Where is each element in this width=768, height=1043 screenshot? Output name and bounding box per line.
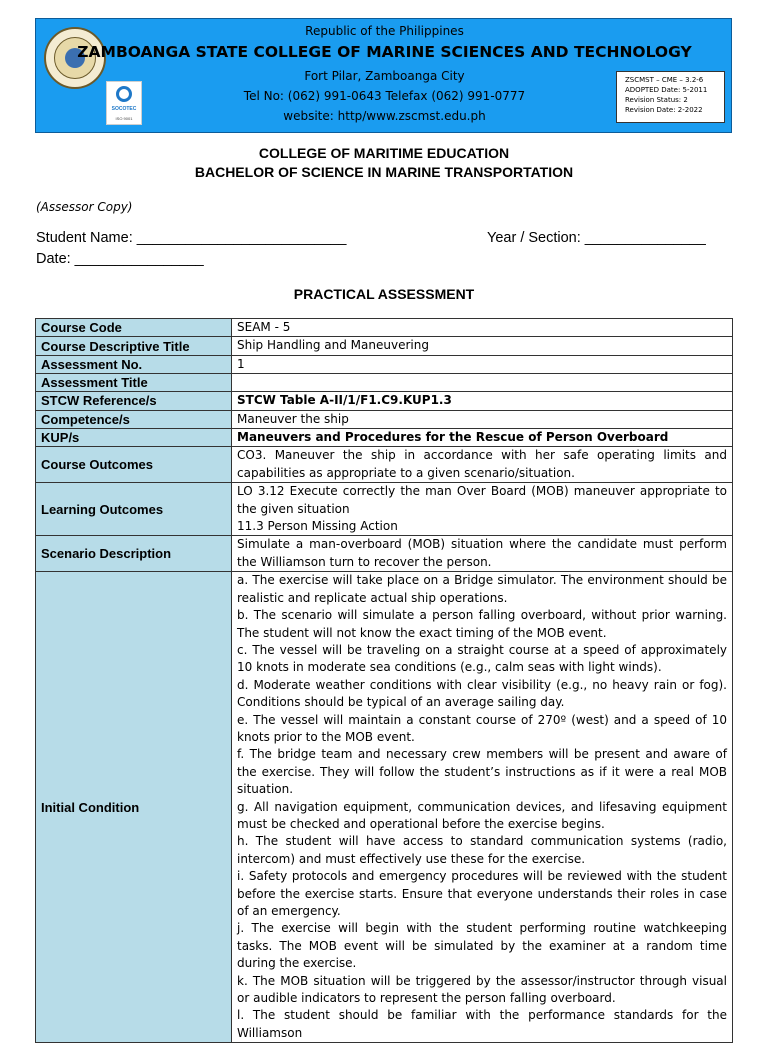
doc-adopted-date: ADOPTED Date: 5-2011: [625, 86, 708, 94]
condition-item-f: f. The bridge team and necessary crew members will be present and aware of the exercise. They will follow the student’s instructions as if it were a real MOB situation.: [237, 747, 727, 797]
document-header: [35, 18, 732, 133]
header-telephone: Tel No: (062) 991-0643 Telefax (062) 991-0777: [243, 89, 526, 103]
table-row: [36, 337, 733, 355]
course-outcomes-label: Course Outcomes: [36, 447, 232, 483]
stcw-value: STCW Table A-II/1/F1.C9.KUP1.3: [232, 392, 733, 410]
table-row: [36, 355, 733, 373]
course-title-label: Course Descriptive Title: [36, 337, 232, 355]
condition-item-e: e. The vessel will maintain a constant course of 270º (west) and a speed of 10 knots prior to the MOB event.: [237, 712, 727, 744]
table-row: [36, 392, 733, 410]
assessment-table: [35, 318, 733, 1043]
assessment-title-label: Assessment Title: [36, 374, 232, 392]
date-field[interactable]: Date: ________________: [36, 251, 204, 267]
document-control-box: [616, 71, 725, 123]
learning-outcomes-label: Learning Outcomes: [36, 483, 232, 536]
stcw-label: STCW Reference/s: [36, 392, 232, 410]
course-code-label: Course Code: [36, 319, 232, 337]
header-college-name: ZAMBOANGA STATE COLLEGE OF MARINE SCIENCES AND TECHNOLOGY: [77, 43, 692, 61]
assessment-title-value: [232, 374, 733, 392]
condition-item-b: b. The scenario will simulate a person falling overboard, without prior warning. The student will not know the exact timing of the MOB event.: [237, 608, 727, 640]
section-title: PRACTICAL ASSESSMENT: [293, 286, 475, 302]
header-website: website: http/www.zscmst.edu.ph: [283, 109, 486, 123]
condition-item-a: a. The exercise will take place on a Bridge simulator. The environment should be realistic and replicate actual ship operations.: [237, 573, 727, 605]
student-name-field[interactable]: Student Name: __________________________: [36, 230, 347, 246]
doc-revision-status: Revision Status: 2: [625, 96, 688, 104]
condition-item-d: d. Moderate weather conditions with clear visibility (e.g., no heavy rain or fog). Conditions should be typical of an average sailing day.: [237, 677, 727, 710]
table-row: [36, 447, 733, 483]
condition-item-i: i. Safety protocols and emergency procedures will be reviewed with the student before the exercise starts. Ensure that everyone understands their roles in case of an emergency.: [237, 869, 727, 918]
table-row: [36, 483, 733, 536]
initial-condition-value: [232, 572, 733, 1043]
course-code-value: SEAM - 5: [232, 319, 733, 337]
condition-item-j: j. The exercise will begin with the student performing routine watchkeeping tasks. The MOB event will be simulated by the examiner at a random time during the exercise.: [237, 921, 727, 971]
college-title: COLLEGE OF MARITIME EDUCATION: [258, 145, 510, 161]
program-title: BACHELOR OF SCIENCE IN MARINE TRANSPORTATION: [194, 164, 574, 180]
learning-outcomes-value: [232, 483, 733, 536]
assessment-no-label: Assessment No.: [36, 355, 232, 373]
doc-revision-date: Revision Date: 2-2022: [625, 106, 703, 114]
condition-item-h: h. The student will have access to standard communication systems (radio, intercom) and must effectively use these for the exercise.: [237, 834, 727, 866]
condition-item-g: g. All navigation equipment, communication devices, and lifesaving equipment must be checked and operational before the exercise begins.: [237, 799, 727, 831]
doc-code: ZSCMST – CME – 3.2-6: [625, 76, 704, 84]
course-title-value: Ship Handling and Maneuvering: [232, 337, 733, 355]
competence-label: Competence/s: [36, 410, 232, 428]
course-outcomes-value: CO3. Maneuver the ship in accordance with her safe operating limits and capabilities as appropriate to a given scenario/situation.: [232, 447, 733, 483]
scenario-value: Simulate a man-overboard (MOB) situation where the candidate must perform the Williamson turn to recover the person.: [232, 536, 733, 572]
table-row: [36, 536, 733, 572]
competence-value: Maneuver the ship: [232, 410, 733, 428]
table-row: [36, 374, 733, 392]
learning-outcome-item: LO 3.12 Execute correctly the man Over Board (MOB) maneuver appropriate to the given situation: [237, 484, 727, 516]
scenario-label: Scenario Description: [36, 536, 232, 572]
condition-item-c: c. The vessel will be traveling on a straight course at a speed of approximately 10 knots in moderate sea conditions (e.g., calm seas with light winds).: [237, 642, 727, 675]
condition-item-k: k. The MOB situation will be triggered by the assessor/instructor through visual or audible indicators to represent the person falling overboard.: [237, 973, 727, 1006]
table-row: [36, 319, 733, 337]
assessment-no-value: 1: [232, 355, 733, 373]
kup-label: KUP/s: [36, 429, 232, 447]
table-row: [36, 572, 733, 1043]
table-row: [36, 429, 733, 447]
year-section-field[interactable]: Year / Section: _______________: [487, 230, 706, 246]
kup-value: Maneuvers and Procedures for the Rescue of Person Overboard: [232, 429, 733, 447]
initial-condition-label: Initial Condition: [36, 572, 232, 1043]
assessor-copy-label: (Assessor Copy): [36, 200, 133, 214]
certification-name: SOCOTEC: [111, 106, 137, 112]
header-republic: Republic of the Philippines: [305, 24, 464, 38]
table-row: [36, 410, 733, 428]
learning-outcome-item: 11.3 Person Missing Action: [237, 519, 398, 534]
condition-item-l: l. The student should be familiar with the performance standards for the Williamson: [237, 1008, 727, 1040]
certification-standard: ISO 9001: [115, 116, 133, 121]
header-address: Fort Pilar, Zamboanga City: [304, 69, 465, 83]
